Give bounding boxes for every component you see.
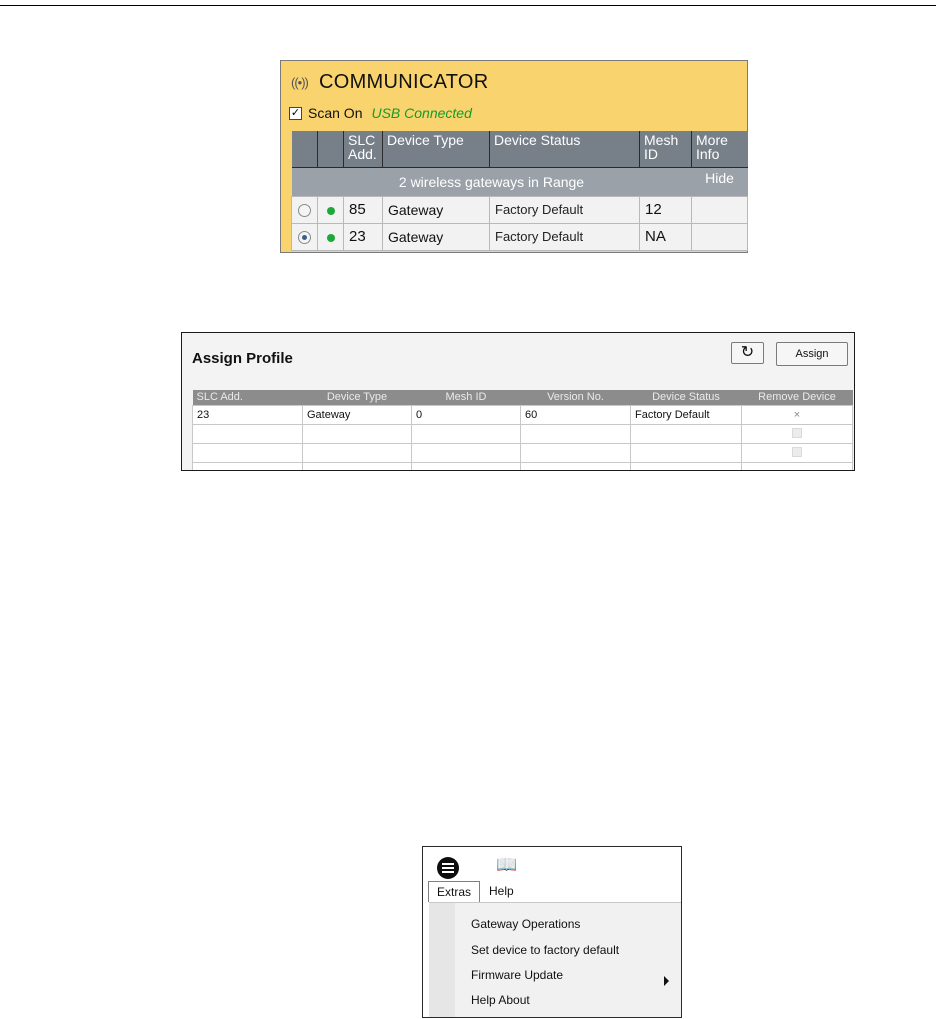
- cell-empty[interactable]: [521, 425, 631, 444]
- menu-item-help-about[interactable]: Help About: [471, 993, 530, 1007]
- cell-empty[interactable]: [193, 444, 303, 463]
- table-row-empty[interactable]: [193, 463, 853, 472]
- range-message: 2 wireless gateways in Range: [292, 167, 692, 196]
- table-row-empty[interactable]: [193, 444, 853, 463]
- assign-profile-table: [192, 390, 853, 471]
- cell-mesh-id: NA: [640, 223, 692, 250]
- cell-mesh-id: 12: [640, 196, 692, 223]
- scan-row: [289, 105, 472, 121]
- range-row: [292, 167, 748, 196]
- cell-device-type: Gateway: [383, 196, 490, 223]
- cell-empty[interactable]: [521, 463, 631, 472]
- remove-device-checkbox[interactable]: [742, 425, 853, 444]
- col-more-info[interactable]: More Info: [692, 131, 748, 167]
- table-row[interactable]: [193, 406, 853, 425]
- col-device-status[interactable]: Device Status: [490, 131, 640, 167]
- book-icon[interactable]: 📖: [496, 855, 518, 874]
- menu-item-gateway-operations[interactable]: Gateway Operations: [471, 917, 581, 931]
- cell-empty[interactable]: [193, 463, 303, 472]
- tab-extras[interactable]: Extras: [428, 881, 480, 902]
- assign-profile-panel: [181, 332, 855, 471]
- radio-button[interactable]: [298, 204, 311, 217]
- cell-empty[interactable]: [303, 425, 412, 444]
- online-indicator-icon: [327, 234, 335, 242]
- cell-empty[interactable]: [631, 463, 742, 472]
- col-slc[interactable]: SLC Add.: [193, 390, 303, 406]
- refresh-icon: ↻: [740, 344, 755, 361]
- menu-item-factory-default[interactable]: Set device to factory default: [471, 943, 620, 957]
- col-version[interactable]: Version No.: [521, 390, 631, 406]
- remove-device-button[interactable]: ×: [742, 406, 853, 425]
- col-mesh-id[interactable]: Mesh ID: [412, 390, 521, 406]
- extras-dropdown: [429, 902, 681, 1017]
- col-slc[interactable]: SLC Add.: [344, 131, 383, 167]
- cell-mesh-id[interactable]: 0: [412, 406, 521, 425]
- row-status: [318, 196, 344, 223]
- cell-version[interactable]: 60: [521, 406, 631, 425]
- col-status-dot: [318, 131, 344, 167]
- cell-empty[interactable]: [412, 463, 521, 472]
- col-mesh-id[interactable]: Mesh ID: [640, 131, 692, 167]
- checkbox[interactable]: [792, 447, 802, 457]
- cell-empty[interactable]: [631, 444, 742, 463]
- communicator-header: [291, 67, 489, 97]
- cell-empty[interactable]: [193, 425, 303, 444]
- grid-header: [292, 131, 748, 167]
- wireless-signal-icon: ((•)): [291, 74, 308, 90]
- scan-on-checkbox[interactable]: ✓: [290, 106, 301, 119]
- tab-help[interactable]: Help: [489, 884, 514, 898]
- row-select-radio[interactable]: [292, 196, 318, 223]
- table-row[interactable]: [292, 196, 748, 223]
- device-grid: [291, 131, 748, 251]
- table-row-empty[interactable]: [193, 425, 853, 444]
- menu-item-firmware-update[interactable]: Firmware Update: [471, 968, 564, 982]
- row-status: [318, 223, 344, 250]
- assign-profile-title: Assign Profile: [192, 350, 293, 367]
- cell-more-info[interactable]: [692, 223, 748, 250]
- cell-empty[interactable]: [631, 425, 742, 444]
- cell-empty[interactable]: [303, 444, 412, 463]
- cell-more-info[interactable]: [692, 196, 748, 223]
- extras-menu-panel: [422, 846, 682, 1018]
- communicator-title: COMMUNICATOR: [319, 70, 489, 93]
- scan-on-label: Scan On: [308, 105, 363, 121]
- submenu-arrow-icon: [664, 976, 669, 986]
- hamburger-menu-icon[interactable]: [437, 857, 459, 879]
- checkbox[interactable]: [792, 428, 802, 438]
- assign-table-header: [193, 390, 853, 406]
- menu-icon-gutter: [429, 903, 455, 1017]
- hide-link[interactable]: Hide: [692, 167, 748, 196]
- cell-device-status[interactable]: Factory Default: [631, 406, 742, 425]
- cell-device-type: Gateway: [383, 223, 490, 250]
- cell-device-type[interactable]: Gateway: [303, 406, 412, 425]
- assign-button[interactable]: Assign: [776, 342, 848, 366]
- col-device-type[interactable]: Device Type: [383, 131, 490, 167]
- cell-device-status: Factory Default: [490, 196, 640, 223]
- col-device-status[interactable]: Device Status: [631, 390, 742, 406]
- col-select: [292, 131, 318, 167]
- cell-slc[interactable]: 23: [193, 406, 303, 425]
- row-select-radio[interactable]: [292, 223, 318, 250]
- top-rule: [0, 5, 936, 6]
- col-remove-device[interactable]: Remove Device: [742, 390, 853, 406]
- cell-empty[interactable]: [521, 444, 631, 463]
- remove-device-checkbox[interactable]: [742, 463, 853, 472]
- cell-empty[interactable]: [412, 444, 521, 463]
- online-indicator-icon: [327, 207, 335, 215]
- remove-device-checkbox[interactable]: [742, 444, 853, 463]
- radio-button-selected[interactable]: [298, 231, 311, 244]
- cell-empty[interactable]: [412, 425, 521, 444]
- refresh-button[interactable]: [731, 342, 764, 364]
- communicator-panel: [280, 60, 748, 253]
- cell-empty[interactable]: [303, 463, 412, 472]
- table-row[interactable]: [292, 223, 748, 250]
- usb-status: USB Connected: [371, 105, 472, 121]
- col-device-type[interactable]: Device Type: [303, 390, 412, 406]
- cell-slc: 23: [344, 223, 383, 250]
- cell-device-status: Factory Default: [490, 223, 640, 250]
- cell-slc: 85: [344, 196, 383, 223]
